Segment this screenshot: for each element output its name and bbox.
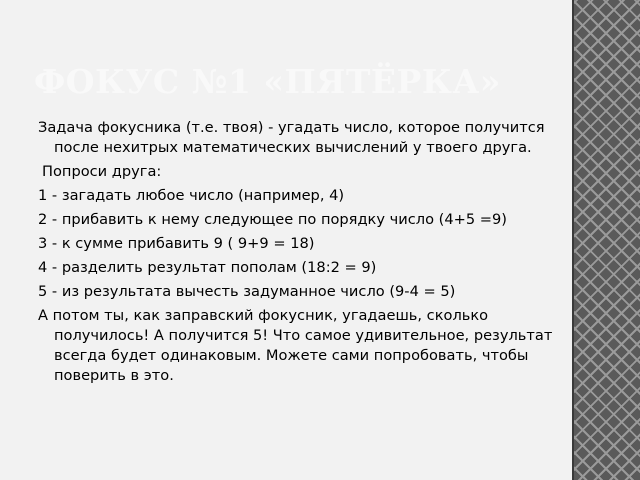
paragraph-task: Задача фокусника (т.е. твоя) - угадать число, которое получится после нехитрых математических вычислений у твоего друга. <box>38 119 545 156</box>
step-2: 2 - прибавить к нему следующее по порядку число (4+5 =9) <box>38 211 507 228</box>
slide-title: ФОКУС №1 «ПЯТЁРКА» <box>34 62 501 101</box>
decorative-side-panel <box>572 0 640 480</box>
slide-body <box>38 118 566 390</box>
paragraph-ask-friend: Попроси друга: <box>42 163 162 180</box>
step-1: 1 - загадать любое число (например, 4) <box>38 187 345 204</box>
step-4: 4 - разделить результат пополам (18:2 = 9) <box>38 259 377 276</box>
step-3: 3 - к сумме прибавить 9 ( 9+9 = 18) <box>38 235 315 252</box>
paragraph-conclusion: А потом ты, как заправский фокусник, угадаешь, сколько получилось! А получится 5! Что самое удивительное, результат всегда будет одинаковым. Можете сами попробовать, чтобы поверить в это. <box>38 307 553 384</box>
step-5: 5 - из результата вычесть задуманное число (9-4 = 5) <box>38 283 456 300</box>
